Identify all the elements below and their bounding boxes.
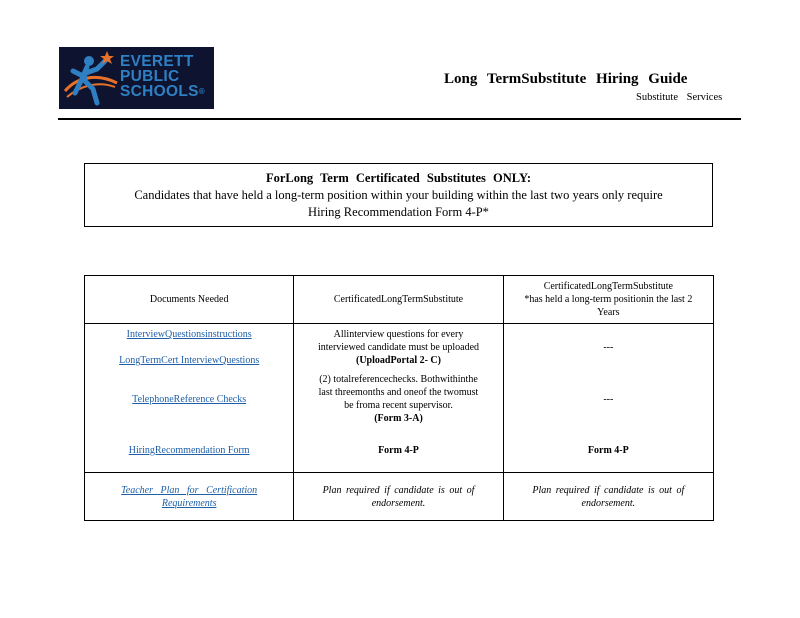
plan-text-2: endorsement. — [371, 497, 426, 509]
plan-text-1: Plan required if candidate is out of — [322, 484, 475, 496]
header-divider — [58, 118, 741, 120]
table-row — [85, 473, 714, 521]
reference-text-2: last threemonths and oneof the twomust — [318, 387, 479, 398]
reference-requirement — [294, 373, 502, 425]
form-requirement: Form 4-P — [378, 445, 419, 456]
prior-plan-text-1: Plan required if candidate is out of — [532, 484, 685, 496]
dash-interview: --- — [603, 342, 614, 353]
logo-line-3: SCHOOLS® — [120, 83, 205, 100]
header-col3-line2: *has held a long-term positionin the last 2 — [524, 294, 693, 305]
prior-form-requirement: Form 4-P — [587, 445, 629, 456]
page-subtitle: Substitute Services — [636, 92, 723, 103]
plan-requirement-cell — [294, 473, 503, 521]
interview-text-2: interviewed candidate must be uploaded — [317, 342, 480, 353]
logo-line-2: PUBLIC — [120, 68, 180, 85]
prior-requirements-cell — [503, 324, 713, 473]
dash-reference: --- — [603, 394, 614, 405]
notice-title: ForLong Term Certificated Substitutes ONLY: — [265, 171, 532, 185]
prior-plan-text-2: endorsement. — [581, 497, 636, 509]
documents-table — [84, 275, 714, 521]
link-interview-questions[interactable]: LongTermCert InterviewQuestions — [119, 355, 260, 366]
header-col3-line3: Years — [597, 307, 620, 318]
link-interview-instructions[interactable]: InterviewQuestionsinstructions — [126, 329, 252, 340]
district-logo — [59, 47, 214, 109]
table-row — [85, 324, 714, 473]
header-documents-needed: Documents Needed — [85, 276, 294, 324]
header-long-term-sub-prior — [503, 276, 713, 324]
notice-line-2: Hiring Recommendation Form 4-P* — [308, 205, 489, 219]
notice-line-1: Candidates that have held a long-term position within your building within the last two years only require — [134, 188, 663, 202]
header-long-term-sub: CertificatedLongTermSubstitute — [294, 276, 503, 324]
link-reference-checks[interactable]: TelephoneReference Checks — [132, 394, 247, 405]
reference-text-3: be froma recent supervisor. — [344, 400, 453, 411]
requirements-cell — [294, 324, 503, 473]
page-title: Long TermSubstitute Hiring Guide — [444, 71, 688, 87]
header-col3-line1: CertificatedLongTermSubstitute — [543, 281, 673, 292]
logo-line-1: EVERETT — [120, 53, 194, 70]
link-certification-plan[interactable]: Teacher Plan for Certification Requirements — [121, 484, 258, 509]
prior-plan-requirement-cell — [503, 473, 713, 521]
reference-text-1: (2) totalreferencechecks. Bothwithinthe — [319, 374, 478, 385]
notice-box — [84, 163, 713, 227]
interview-text-1: Allinterview questions for every — [333, 329, 464, 340]
interview-requirement — [294, 328, 502, 367]
plan-link-cell — [85, 473, 294, 521]
documents-cell — [85, 324, 294, 473]
reference-text-4: (Form 3-A) — [374, 413, 423, 424]
interview-text-3: (UploadPortal 2- C) — [355, 355, 441, 366]
link-hiring-form[interactable]: HiringRecommendation Form — [128, 445, 250, 456]
table-header-row — [85, 276, 714, 324]
